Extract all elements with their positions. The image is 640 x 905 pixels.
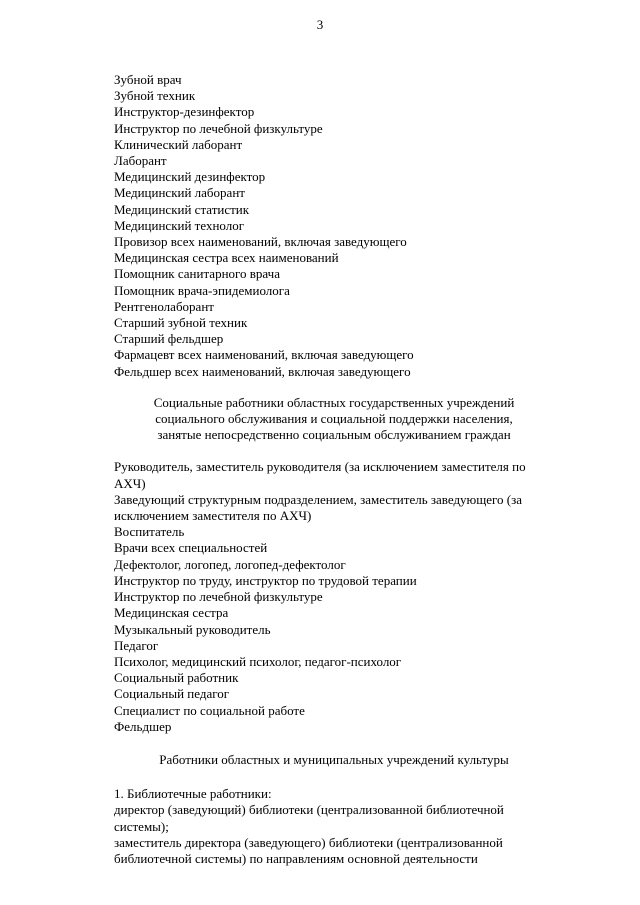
list-item: Воспитатель (114, 524, 185, 540)
list-item: Помощник санитарного врача (114, 266, 280, 282)
heading-line: социального обслуживания и социальной поддержки населения, (155, 411, 513, 427)
list-item: Фельдшер (114, 718, 172, 734)
list-item: Инструктор по труду, инструктор по трудовой терапии (114, 572, 417, 588)
list-item: Социальный работник (114, 670, 239, 686)
list-item: Музыкальный руководитель (114, 621, 271, 637)
list-item: Руководитель, заместитель руководителя (за исключением заместителя по АХЧ) (114, 459, 526, 491)
list-item: Клинический лаборант (114, 136, 243, 152)
list-item: Инструктор по лечебной физкультуре (114, 589, 323, 605)
list-item: Зубной техник (114, 88, 196, 104)
list-item: Рентгенолаборант (114, 298, 214, 314)
heading-line: занятые непосредственно социальным обслуживанием граждан (157, 427, 511, 443)
list-item: Лаборант (114, 153, 167, 169)
library-subheading: 1. Библиотечные работники: (114, 786, 272, 802)
list-item: Заведующий структурным подразделением, заместитель заведующего (за исключением заместителя по АХЧ) (114, 491, 523, 524)
social-positions-list (114, 459, 554, 734)
section-heading-culture: Работники областных и муниципальных учреждений культуры (159, 751, 509, 767)
list-item: Фельдшер всех наименований, включая заведующего (114, 363, 411, 379)
list-item: Инструктор-дезинфектор (114, 104, 255, 120)
list-item: Психолог, медицинский психолог, педагог-психолог (114, 653, 402, 669)
page-number: 3 (316, 17, 324, 32)
list-item: Медицинская сестра всех наименований (114, 250, 339, 266)
list-item: Фармацевт всех наименований, включая заведующего (114, 347, 414, 363)
list-item: Инструктор по лечебной физкультуре (114, 120, 323, 136)
document-body (114, 72, 554, 867)
list-item: Педагог (114, 637, 159, 653)
list-item: Медицинский статистик (114, 201, 250, 217)
list-item: Старший фельдшер (114, 331, 224, 347)
list-item: Дефектолог, логопед, логопед-дефектолог (114, 556, 346, 572)
list-item: Социальный педагог (114, 686, 230, 702)
list-item: Врачи всех специальностей (114, 540, 268, 556)
list-item: Медицинский лаборант (114, 185, 245, 201)
list-item: Старший зубной техник (114, 315, 248, 331)
medical-positions-list (114, 72, 554, 380)
list-item: заместитель директора (заведующего) библиотеки (централизованной библиотечной системы) по направлениям основной деятельности (114, 834, 503, 866)
list-item: Зубной врач (114, 72, 182, 87)
list-item: Специалист по социальной работе (114, 702, 305, 718)
library-workers-section (114, 786, 554, 867)
list-item: Помощник врача-эпидемиолога (114, 282, 290, 298)
section-heading-social (114, 395, 554, 444)
list-item: директор (заведующий) библиотеки (централизованной библиотечной системы); (114, 802, 504, 834)
list-item: Медицинский технолог (114, 217, 245, 233)
list-item: Медицинский дезинфектор (114, 169, 266, 185)
list-item: Провизор всех наименований, включая заведующего (114, 234, 407, 250)
list-item: Медицинская сестра (114, 605, 229, 621)
heading-line: Социальные работники областных государственных учреждений (153, 394, 515, 410)
